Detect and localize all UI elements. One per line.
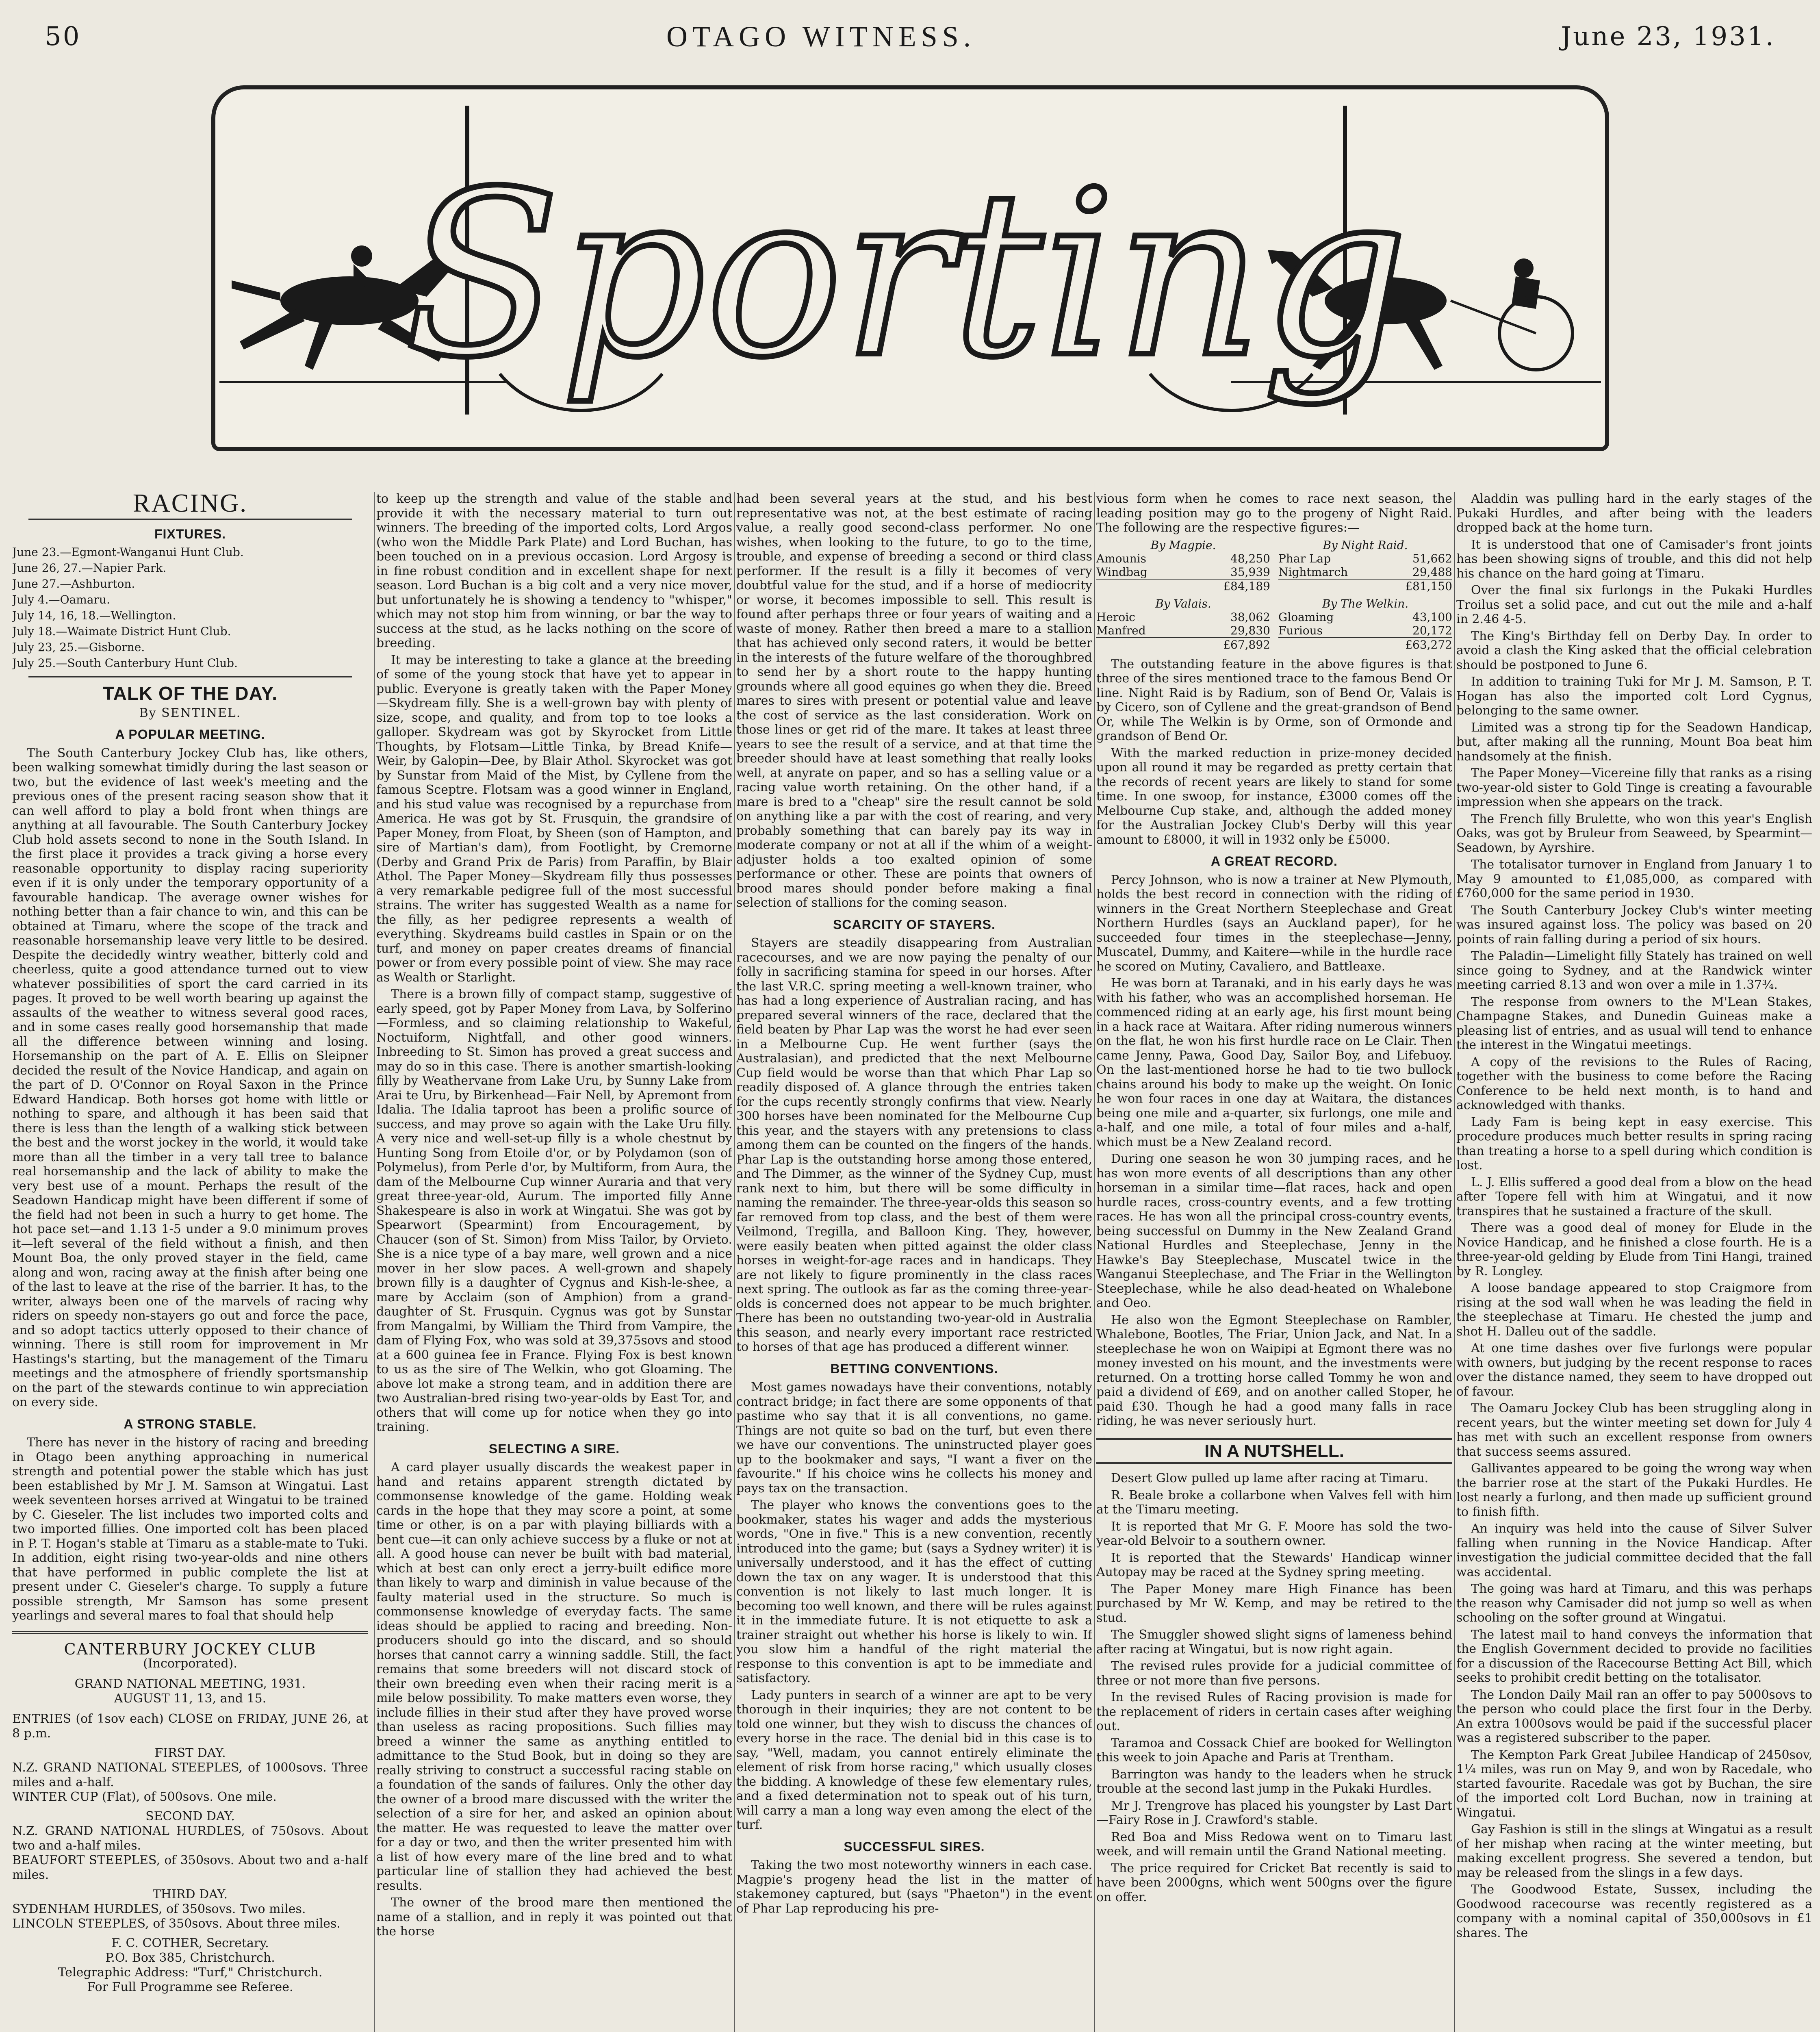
great-record-heading: A GREAT RECORD. [1211,854,1338,868]
nutshell-item: The Paladin—Limelight filly Stately has trained on well since going to Sydney, and at the Randwick winter meeting carried 8.13 and won over a mile in 1.37¾. [1456,949,1812,992]
article-paragraph: The South Canterbury Jockey Club has, like others, been walking somewhat timidly during the last season or two, but the evidence of last week's meeting and the previous ones of the present racing season show that it can well afford to play a bold front when things are anything at all favourable. The South Canterbury Jockey Club hold assets second to none in the South Island. In the first place it provides a track giving a horse every reasonable opportunity to display racing superiority even if it is only under the temporary opportunity of a favourable handicap. The average owner wishes for nothing better than a fair chance to win, and this can be obtained at Timaru, where the scope of the track and reasonable horsemanship leave very little to be desired. Despite the decidedly wintry weather, bitterly cold and cheerless, quite a good attendance turned out to view whatever possibilities of sport the card carried in its pages. It proved to be well worth bearing up against the assaults of the weather to witness several good races, and in some cases really good horsemanship that made all the difference between winning and losing. Horsemanship on the part of A. E. Ellis on Sleipner decided the result of the Novice Handicap, and again on the part of D. O'Connor on Royal Saxon in the Prince Edward Handicap. Both horses got home with little or nothing to spare, and although it has been said that there is less than the length of a walking stick between the best and the worst jockey in the world, it would take more than all the timber in a very tall tree to balance real horsemanship and the lack of ability to make the very best use of a mount. Perhaps the result of the Seadown Handicap might have been different if some of the field had not been in such a hurry to get home. The hot pace set—and 1.13 1-5 under a 9.0 minimum proves it—left several of the field without a finish, and then Mount Boa, the only proved stayer in the field, came along and won, racing away at the finish after being one of the last to leave at the rise of the barrier. It has, to the writer, always been one of the marvels of racing why riders on speedy non-stayers go out and force the pace, and so adopt tactics utterly opposed to their chance of winning. There is still room for improvement in Mr Hastings's starting, but the management of the Timaru meetings and the atmosphere of friendly sportsmanship on the part of the stewards continue to win appreciation on every side. [12,746,368,1409]
article-paragraph: There is a brown filly of compact stamp, suggestive of early speed, got by Paper Money from Lava, by Solferino—Formless, and so claiming relationship to Wakeful, Noctuiform, Nightfall, and other good winners. Inbreeding to St. Simon has proved a great success and may do so in this case. There is another smartish-looking filly by Weathervane from Lake Uru, by Sunny Lake from Arai te Uru, by Birkenhead—Fair Nell, by Apremont from Idalia. The Idalia taproot has been a prolific source of success, and may prove so again with the Lake Uru filly. A very nice and well-set-up filly is a whole chestnut by Hunting Song from Etoile d'or, or by Polydamon (son of Polymelus), from Perle d'or, by Multiform, from Aura, the dam of the Melbourne Cup winner Auraria and that very great three-year-old, Aurum. The imported filly Anne Shakespeare is also in work at Wingatui. She was got by Spearwort (Spearmint) from Encouragement, by Chaucer (son of St. Simon) from Miss Tailor, by Orvieto. She is a nice type of a bay mare, well grown and a nice mover in her slow paces. A well-grown and shapely brown filly is a daughter of Cygnus and Kish-le-shee, a mare by Acclaim (son of Amphion) from a grand-daughter of St. Frusquin. Cygnus was got by Sunstar from Mangalmi, by William the Third from Vampire, the dam of Flying Fox, who was sold at 39,375sovs and stood at a 600 guinea fee in France. Flying Fox is best known to us as the sire of The Welkin, who got Gloaming. The above lot make a strong team, and in addition there are two Australian-bred rising two-year-olds by East Tor, and others that will come up for notice when they go into training. [376,987,732,1434]
fixture-item: June 26, 27.—Napier Park. [12,561,167,575]
article-paragraph: He also won the Egmont Steeplechase on Rambler, Whalebone, Bootles, The Friar, Union Jack, and Nat. In a steeplechase he won on Waipipi at Egmont there was no money invested on his mount, and the investments were returned. On a trotting horse called Tommy he won and paid a dividend of £69, and on another called Stoper, he paid £30. Though he had a good many falls in race riding, he was never seriously hurt. [1096,1313,1452,1428]
article-paragraph: It may be interesting to take a glance at the breeding of some of the young stock that have yet to appear in public. Everyone is greatly taken with the Paper Money—Skydream filly. She is a well-grown bay with plenty of size, scope, and quality, and from top to toe looks a galloper. Skydream was got by Skyrocket from Little Thoughts, by Flotsam—Little Tinka, by Bread Knife—Weir, by Galopin—Dee, by Blair Athol. Skyrocket was got by Sunstar from Maid of the Mist, by Cyllene from the famous Sceptre. Flotsam was a good winner in England, and his stud value was recognised by a repurchase from America. He was got by St. Frusquin, the grandsire of Paper Money, from Float, by Sheen (son of Hampton, and sire of Martian's dam), from Footlight, by Cremorne (Derby and Grand Prix de Paris) from Paraffin, by Blair Athol. The Paper Money—Skydream filly thus possesses a very remarkable pedigree full of the most successful strains. The writer has suggested Wealth as a name for the filly, as her pedigree represents a wealth of everything. Skydreams build castles in Spain or on the turf, and money on paper creates dreams of financial power or from every possible point of view. She may race as Wealth or Starlight. [376,653,732,985]
table-row: Heroic 38,062 [1096,610,1270,624]
ad-race: SYDENHAM HURDLES, of 350sovs. Two miles. [12,1902,306,1916]
column-rule [1094,492,1095,2032]
talk-heading: TALK OF THE DAY. [102,683,278,704]
nutshell-item: At one time dashes over five furlongs were popular with owners, but judging by the recent response to races over the distance named, they seem to have dropped out of favour. [1456,1341,1812,1399]
table-row: Manfred 29,830 [1096,623,1270,637]
article-paragraph: There has never in the history of racing and breeding in Otago been anything approaching in numerical strength and potential power the stable which has just been established by Mr J. M. Samson at Wingatui. Last week seventeen horses arrived at Wingatui to be trained by C. Gieseler. The list includes two imported colts and two imported fillies. One imported colt has been placed in P. T. Hogan's stable at Timaru as a stable-mate to Tuki. In addition, eight rising two-year-olds and nine others that have performed in public complete the list at present under C. Gieseler's charge. To supply a future possible strength, Mr Samson has some present yearlings and several mares to foal that should help [12,1435,368,1623]
nutshell-item: The Oamaru Jockey Club has been struggling along in recent years, but the winter meeting set down for July 4 has met with such an excellent response from owners that success seems assured. [1456,1401,1812,1459]
betting-conventions-heading: BETTING CONVENTIONS. [830,1361,998,1376]
column-1 [12,492,368,2032]
table-row: Phar Lap 51,662 [1278,551,1452,565]
table-row: Gloaming 43,100 [1278,610,1452,624]
banner-artwork [215,89,1605,447]
table-row: Windbag 35,939 [1096,565,1270,579]
issue-date: June 23, 1931. [1561,22,1775,52]
article-paragraph: to keep up the strength and value of the stable and provide it with the necessary material to turn out winners. The breeding of the imported colts, Lord Argos (who won the Middle Park Plate) and Lord Buchan, has been touched on in a previous occasion. Lord Argosy is in fine robust condition and in excellent shape for next season. Lord Buchan is a big colt and a very nice mover, but unfortunately he is showing a tendency to "whisper," which may not stop him from winning, or bar the way to success at the stud, as he lacks nothing on the score of breeding. [376,492,732,650]
column-2 [376,492,732,2032]
racing-heading: RACING. [132,492,248,517]
nutshell-item: There was a good deal of money for Elude in the Novice Handicap, and he finished a close fourth. He is a three-year-old gelding by Elude from Tini Hangi, trained by R. Longley. [1456,1221,1812,1279]
ad-programme: For Full Programme see Referee. [87,1980,293,1994]
column-rule [1454,492,1455,2032]
nutshell-item: A copy of the revisions to the Rules of Racing, together with the business to come before the Racing Conference to be held next month, is to hand and acknowledged with thanks. [1456,1055,1812,1112]
article-paragraph: A card player usually discards the weakest paper in hand and retains apparent strength dictated by commonsense knowledge of the game. Holding weak cards in the hope that they may score a point, at some time or other, is on a par with playing billiards with a bent cue—it can only achieve success by a fluke or not at all. A good house can never be built with bad material, which at best can only erect a jerry-built edifice more than likely to warp and diminish in value because of the faulty material used in the structure. So much is commonsense knowledge of everyday facts. The same ideas should be applied to racing and breeding. Non-producers should go into the discard, and so should horses that cannot carry a winning saddle. Still, the fact remains that some breeders will not discard stock of their own breeding even when their racing merit is a mile below possibility. To make matters even worse, they include fillies in their stud after they have proved worse than useless as racing propositions. Such fillies may breed a winner the same as anything entitled to admittance to the Stud Book, but in doing so they are really striving to construct a successful racing stable on a foundation of the sands of failures. Only the other day the owner of a brood mare discussed with the writer the selection of a sire for her, and asked an opinion about the matter. He was requested to leave the matter over for a day or two, and then the writer presented him with a list of how every mare of the line bred and to what particular line of stallion they had achieved the best results. [376,1460,732,1893]
strong-stable-heading: A STRONG STABLE. [124,1416,257,1431]
table-total: £63,272 [1278,637,1452,651]
ad-race: WINTER CUP (Flat), of 500sovs. One mile. [12,1789,277,1804]
article-paragraph: During one season he won 30 jumping races, and he has won more events of all descriptions than any other horseman in a similar time—flat races, hack and open hurdle races, cross-country events, and a few trotting races. He has won all the principal cross-country events, being successful on Dummy in the New Zealand Grand National Hurdles and Steeplechase, Jenny in the Hawke's Bay Steeplechase, Muscatel twice in the Wanganui Steeplechase, and The Friar in the Wellington Steeplechase, while he also dead-heated on Whalebone and Oeo. [1096,1152,1452,1310]
ad-dates: AUGUST 11, 13, and 15. [114,1691,267,1706]
nutshell-item: Desert Glow pulled up lame after racing at Timaru. [1111,1471,1429,1485]
article-paragraph: Taking the two most noteworthy winners in each case. Magpie's progeny head the list in the matter of stakemoney captured, but (says "Phaeton") in the event of Phar Lap reproducing his pre- [736,1858,1092,1916]
nutshell-item: Mr J. Trengrove has placed his youngster by Last Dart—Fairy Rose in J. Crawford's stable. [1096,1798,1452,1827]
nutshell-item: The King's Birthday fell on Derby Day. In order to avoid a clash the King asked that the official celebration should be postponed to June 6. [1456,629,1812,672]
nutshell-item: The latest mail to hand conveys the information that the English Government decided to provide no facilities for a discussion of the Racecourse Betting Act Bill, which seeks to prohibit credit betting on the totalisator. [1456,1627,1812,1685]
article-paragraph: Most games nowadays have their conventions, notably contract bridge; in fact there are some opponents of that pastime who say that it is all conventions, no game. Things are not quite so bad on the turf, but even there we have our conventions. The uninstructed player goes up to the bookmaker and says, "I want a fiver on the favourite." If his choice wins he collects his money and pays tax on the transaction. [736,1380,1092,1496]
ad-day-heading: THIRD DAY. [152,1887,228,1902]
ad-club: CANTERBURY JOCKEY CLUB [64,1640,317,1658]
nutshell-item: It is reported that the Stewards' Handicap winner Autopay may be raced at the Sydney spring meeting. [1096,1550,1452,1579]
nutshell-item: The Paper Money—Vicereine filly that ranks as a rising two-year-old sister to Gold Tinge is creating a favourable impression when she appears on the track. [1456,766,1812,809]
selecting-sire-heading: SELECTING A SIRE. [488,1441,620,1456]
nutshell-item: The Paper Money mare High Finance has been purchased by Mr W. Kemp, and may be retired to the stud. [1096,1582,1452,1625]
article-paragraph: With the marked reduction in prize-money decided upon all round it may be regarded as pretty certain that the records of recent years are likely to stand for some time. In one swoop, for instance, £3000 comes off the Melbourne Cup stake, and, although the added money for the Australian Jockey Club's Derby will this year amount to £8000, it will in 1932 only be £5000. [1096,746,1452,847]
article-paragraph: The player who knows the conventions goes to the bookmaker, states his wager and adds the mysterious words, "One in five." This is a new convention, recently introduced into the game; but (says a Sydney writer) it is universally understood, and it has the effect of cutting down the tax on any wager. It is understood that this convention is not likely to last much longer. It is becoming too well known, and there will be rules against it in the immediate future. It is not etiquette to ask a trainer straight out whether his horse is likely to win. If you slow him a handful of the right material the response to this convention is apt to be immediate and satisfactory. [736,1498,1092,1685]
scarcity-stayers-heading: SCARCITY OF STAYERS. [833,917,996,932]
page-header [45,12,1775,61]
table-header: By The Welkin. [1322,597,1409,610]
ad-telegraphic: Telegraphic Address: "Turf," Christchurch. [58,1965,323,1980]
fixture-item: July 25.—South Canterbury Hunt Club. [12,656,238,670]
article-paragraph: had been several years at the stud, and his best representative was not, at the best estimate of racing value, a really good second-class performer. No one wishes, when looking to the future, to go to the time, trouble, and expense of breeding a second or third class performer. If the result is a filly it becomes of very doubtful value for the stud, and if a horse of mediocrity or worse, it becomes impossible to sell. This result is found after perhaps three or four years of waiting and a waste of money. Rather then breed a mare to a stallion that has achieved only second raters, it would be better in the interests of the future welfare of the thoroughbred to send her by a short route to the happy hunting grounds where all good equines go when they die. Breed mares to sires with present or potential value and leave the cost of service as the last consideration. Work on those lines or get rid of the mare. It takes at least three years to see the result of a service, and at that time the breeder should have at least something that really looks well, at anyrate on paper, and so has a selling value or a racing value worth retaining. On the other hand, if a mare is bred to a "cheap" sire the result cannot be sold on anything like a par with the cost of rearing, and very probably something that can barely pay its way in moderate company or not at all if the whim of a weight-adjuster holds a too exalted opinion of some performance or other. These are points that owners of brood mares should ponder before making a final selection of stallions for the coming season. [736,492,1092,910]
ad-race: LINCOLN STEEPLES, of 350sovs. About three miles. [12,1916,341,1931]
nutshell-item: A loose bandage appeared to stop Craigmore from rising at the sod wall when he was leading the field in the steeplechase at Timaru. He chested the jump and shot H. Dalleu out of the saddle. [1456,1281,1812,1339]
nutshell-item: The Goodwood Estate, Sussex, including the Goodwood racecourse was recently registered as a company with a nominal capital of 350,000sovs in £1 shares. The [1456,1882,1812,1940]
article-paragraph: Lady punters in search of a winner are apt to be very thorough in their inquiries; they are not content to be told one winner, but they wish to discuss the chances of every horse in the race. The denial bid in this case is to say, "Well, madam, you cannot entirely eliminate the element of risk from horse racing," which usually closes the bidding. A knowledge of these few elementary rules, and a fixed determination not to speak out of his turn, will carry a man a long way even among the elect of the turf. [736,1688,1092,1832]
table-row: Amounis 48,250 [1096,551,1270,565]
table-header: By Valais. [1155,597,1211,610]
column-rule [734,492,735,2032]
nutshell-item: Lady Fam is being kept in easy exercise. This procedure produces much better results in spring racing than treating a horse to a spell during which condition is lost. [1456,1115,1812,1172]
divider [28,676,352,677]
ad-address: P.O. Box 385, Christchurch. [105,1950,275,1965]
fixtures-heading: FIXTURES. [154,526,226,541]
fixture-item: July 4.—Oamaru. [12,593,110,606]
nutshell-item: Gay Fashion is still in the slings at Wingatui as a result of her mishap when racing at the winter meeting, but making excellent progress. She severed a tendon, but may be released from the slings in a few days. [1456,1822,1812,1880]
ad-day-heading: FIRST DAY. [154,1745,226,1760]
table-header: By Magpie. [1150,538,1216,552]
table-row: Furious 20,172 [1278,623,1452,637]
fixture-item: June 23.—Egmont-Wanganui Hunt Club. [12,545,244,559]
nutshell-item: Limited was a strong tip for the Seadown Handicap, but, after making all the running, Mount Boa beat him handsomely at the finish. [1456,720,1812,764]
column-rule [374,492,375,2032]
ad-race: N.Z. GRAND NATIONAL HURDLES, of 750sovs. About two and a-half miles. [12,1824,368,1853]
nutshell-heading: IN A NUTSHELL. [1096,1438,1452,1464]
column-4 [1096,492,1452,2032]
nutshell-item: The revised rules provide for a judicial committee of three or not more than five persons. [1096,1659,1452,1688]
ad-incorporated: (Incorporated). [143,1656,237,1671]
article-paragraph: The outstanding feature in the above figures is that three of the sires mentioned trace to the famous Bend Or line. Night Raid is by Radium, son of Bend Or, Valais is by Cicero, son of Cyllene and the great-grandson of Bend Or, while The Welkin is by Orme, son of Ormonde and grandson of Bend Or. [1096,657,1452,743]
successful-sires-heading: SUCCESSFUL SIRES. [844,1839,985,1854]
nutshell-item: It is reported that Mr G. F. Moore has sold the two-year-old Belvoir to a southern owner. [1096,1519,1452,1548]
ad-secretary: F. C. COTHER, Secretary. [111,1936,269,1950]
nutshell-item: An inquiry was held into the cause of Silver Sulver falling when running in the Novice Handicap. After investigation the judicial committee decided that the fall was accidental. [1456,1522,1812,1579]
ad-race: BEAUFORT STEEPLES, of 350sovs. About two and a-half miles. [12,1853,368,1882]
article-paragraph: Stayers are steadily disappearing from Australian racecourses, and we are now paying the penalty of our folly in sacrificing stamina for speed in our horses. After the last V.R.C. spring meeting a well-known trainer, who has had a long experience of Australian racing, and has prepared several winners of the race, declared that the field beaten by Phar Lap was the worst he had ever seen in a Melbourne Cup. He went further (says the Australasian), and predicted that the next Melbourne Cup field would be worse than that which Phar Lap so readily disposed of. A glance through the entries taken for the cups recently strongly confirms that view. Nearly 300 horses have been nominated for the Melbourne Cup this year, and the stayers with any pretensions to class among them can be counted on the fingers of the hands. Phar Lap is the outstanding horse among those entered, and The Dimmer, as the winner of the Sydney Cup, must rank next to him, but there will be some difficulty in naming the remainder. The three-year-olds this season so far removed from top class, and the best of them were Veilmond, Tregilla, and Balloon King. They, however, were easily beaten when pitted against the older class horses in weight-for-age races and in handicaps. They are not likely to figure prominently in the class races next spring. The outlook as far as the coming three-year-olds is concerned does not appear to be much brighter. There has been no outstanding two-year-old in Australia this season, and nearly every important race restricted to horses of that age has produced a different winner. [736,936,1092,1354]
fixture-item: June 27.—Ashburton. [12,577,135,590]
sires-stakes-table [1096,538,1452,651]
banner-title: Sporting [404,143,1408,408]
nutshell-item: In the revised Rules of Racing provision is made for the replacement of riders in certain cases after weighing out. [1096,1690,1452,1733]
divider [12,1631,368,1634]
fixture-item: July 14, 16, 18.—Wellington. [12,609,176,622]
ad-day-heading: SECOND DAY. [145,1809,235,1824]
table-row: Nightmarch 29,488 [1278,565,1452,579]
nutshell-item: Red Boa and Miss Redowa went on to Timaru last week, and will remain until the Grand National meeting. [1096,1830,1452,1858]
nutshell-item: Gallivantes appeared to be going the wrong way when the barrier rose at the start of the Pukaki Hurdles. He lost nearly a furlong, and then made up sufficient ground to finish fifth. [1456,1461,1812,1519]
publication-title: OTAGO WITNESS. [666,20,976,53]
popular-meeting-heading: A POPULAR MEETING. [115,727,265,742]
divider [28,519,352,520]
byline: By SENTINEL. [139,706,241,720]
table-total: £67,892 [1096,637,1270,651]
nutshell-item: Taramoa and Cossack Chief are booked for Wellington this week to join Apache and Paris at Trentham. [1096,1736,1452,1765]
ad-race: N.Z. GRAND NATIONAL STEEPLES, of 1000sovs. Three miles and a-half. [12,1760,368,1789]
fixture-item: July 18.—Waimate District Hunt Club. [12,625,231,638]
table-total: £84,189 [1096,579,1270,593]
sporting-banner [211,85,1609,451]
table-header: By Night Raid. [1323,538,1408,552]
column-5 [1456,492,1812,2032]
article-paragraph: The owner of the brood mare then mentioned the name of a stallion, and in reply it was pointed out that the horse [376,1895,732,1939]
nutshell-item: The French filly Brulette, who won this year's English Oaks, was got by Bruleur from Seaweed, by Spearmint—Seadown, by Ayrshire. [1456,812,1812,855]
nutshell-item: The Smuggler showed slight signs of lameness behind after racing at Wingatui, but is now right again. [1096,1628,1452,1656]
ad-meeting: GRAND NATIONAL MEETING, 1931. [74,1676,306,1691]
nutshell-item: L. J. Ellis suffered a good deal from a blow on the head after Topere fell with him at Wingatui, and it now transpires that he sustained a fracture of the skull. [1456,1175,1812,1218]
nutshell-item: Over the final six furlongs in the Pukaki Hurdles Troilus set a solid pace, and cut out the mile and a-half in 2.46 4-5. [1456,583,1812,626]
jockey-club-advertisement [12,1642,368,1995]
table-total: £81,150 [1278,579,1452,593]
nutshell-item: The response from owners to the M'Lean Stakes, Champagne Stakes, and Dunedin Guineas make a pleasing list of entries, and as usual will tend to enhance the interest in the Wingatui meetings. [1456,994,1812,1052]
nutshell-item: Aladdin was pulling hard in the early stages of the Pukaki Hurdles, and after being with the leaders dropped back at the home turn. [1456,492,1812,535]
nutshell-item: It is understood that one of Camisader's front joints has been showing signs of trouble, and this did not help his chance on the hard going at Timaru. [1456,537,1812,581]
ad-entries: ENTRIES (of 1sov each) CLOSE on FRIDAY, JUNE 26, at 8 p.m. [12,1711,368,1741]
nutshell-item: R. Beale broke a collarbone when Valves fell with him at the Timaru meeting. [1096,1488,1452,1517]
article-paragraph: vious form when he comes to race next season, the leading position may go to the progeny of Night Raid. The following are the respective figures:— [1096,492,1452,535]
article-paragraph: He was born at Taranaki, and in his early days he was with his father, who was an accomplished horseman. He commenced riding at an early age, his first mount being in a hack race at Waitara. After riding numerous winners on the flat, he won his first hurdle race on Le Clair. Then came Jenny, Pawa, Good Day, Sailor Boy, and Lifebuoy. On the last-mentioned horse he had to tie two bullock chains around his body to make up the weight. On Ionic he won four races in one day at Waitara, the distances being one mile and a-quarter, six furlongs, one mile and a-half, and one mile, a total of four miles and a-half, which must be a New Zealand record. [1096,976,1452,1149]
nutshell-item: The Kempton Park Great Jubilee Handicap of 2450sov, 1¼ miles, was run on May 9, and won by Racedale, who started favourite. Racedale was got by Buchan, the sire of the imported colt Lord Buchan, now in training at Wingatui. [1456,1748,1812,1820]
column-3 [736,492,1092,2032]
fixture-item: July 23, 25.—Gisborne. [12,640,145,654]
page-number: 50 [45,22,81,52]
nutshell-item: In addition to training Tuki for Mr J. M. Samson, P. T. Hogan has also the imported colt Lord Cygnus, belonging to the same owner. [1456,675,1812,718]
nutshell-item: Barrington was handy to the leaders when he struck trouble at the second last jump in the Pukaki Hurdles. [1096,1767,1452,1796]
nutshell-item: The totalisator turnover in England from January 1 to May 9 amounted to £1,085,000, as compared with £760,000 for the same period in 1930. [1456,858,1812,901]
nutshell-item: The London Daily Mail ran an offer to pay 5000sovs to the person who could place the first four in the Derby. An extra 1000sovs would be paid if the successful placer was a registered subscriber to the paper. [1456,1687,1812,1745]
nutshell-item: The going was hard at Timaru, and this was perhaps the reason why Camisader did not jump so well as when schooling on the softer ground at Wingatui. [1456,1582,1812,1625]
nutshell-item: The price required for Cricket Bat recently is said to have been 2000gns, which went 500gns over the figure on offer. [1096,1861,1452,1904]
article-paragraph: Percy Johnson, who is now a trainer at New Plymouth, holds the best record in connection with the riding of winners in the Great Northern Steeplechase and Great Northern Hurdles (says an Auckland paper), for he succeeded four times in the steeplechase—Jenny, Muscatel, Dummy, and Kaitere—while in the hurdle race he scored on Mutiny, Cavaliero, and Battleaxe. [1096,873,1452,974]
nutshell-item: The South Canterbury Jockey Club's winter meeting was insured against loss. The policy was based on 20 points of rain falling during a period of six hours. [1456,903,1812,947]
